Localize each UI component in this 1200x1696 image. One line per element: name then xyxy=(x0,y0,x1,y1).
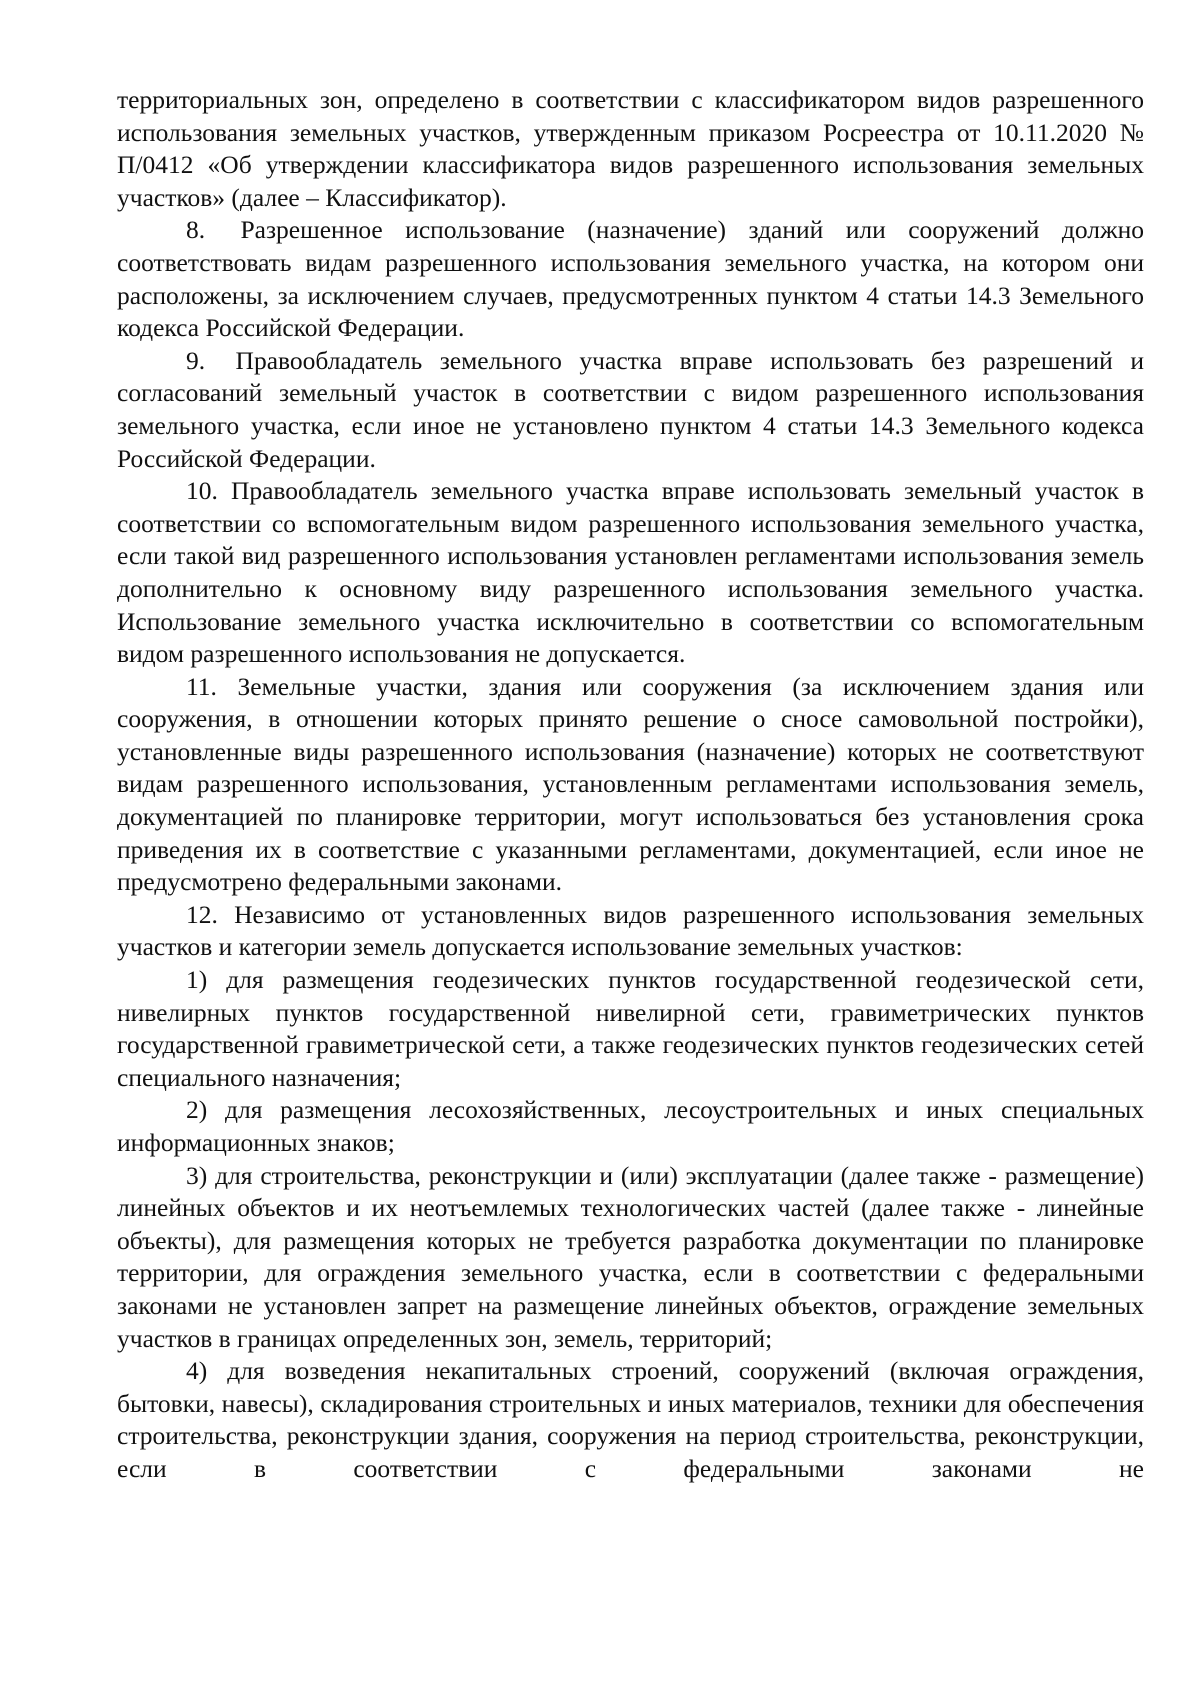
paragraph-text: территориальных зон, определено в соответствии с классификатором видов разрешенного использования земельных участков, утвержденным приказом Росреестра от 10.11.2020 № П/0412 «Об утверждении классификатора видов разрешенного использования земельных участков» (далее – Классификатор). xyxy=(117,85,1144,212)
paragraph-12-item-4 xyxy=(117,1355,1144,1485)
paragraph-number: 11. xyxy=(186,671,217,701)
paragraph-number: 10. xyxy=(186,476,218,506)
paragraph-continuation xyxy=(117,84,1144,214)
paragraph-text: Разрешенное использование (назначение) зданий или сооружений должно соответствовать видам разрешенного использования земельного участка, на котором они расположены, за исключением случаев, предусмотренных пунктом 4 статьи 14.3 Земельного кодекса Российской Федерации. xyxy=(117,215,1144,343)
list-item-text: для строительства, реконструкции и (или) эксплуатации (далее также - размещение) линейных объектов и их неотъемлемых технологических частей (далее также - линейные объекты), для размещения которых не требуется разработка документации по планировке территории, для ограждения земельного участка, если в соответствии с федеральными законами не установлен запрет на размещение линейных объектов, ограждение земельных участков в границах определенных зон, земель, территорий; xyxy=(117,1160,1145,1353)
paragraph-8 xyxy=(117,214,1144,344)
list-item-number: 3) xyxy=(186,1160,208,1190)
list-item-text: для размещения геодезических пунктов государственной геодезической сети, нивелирных пунктов государственной нивелирной сети, гравиметрических пунктов государственной гравиметрической сети, а также геодезических пунктов геодезических сетей специального назначения; xyxy=(117,965,1144,1092)
paragraph-number: 9. xyxy=(186,345,206,375)
paragraph-11 xyxy=(117,671,1144,899)
paragraph-12-item-1 xyxy=(117,964,1144,1094)
paragraph-number: 12. xyxy=(186,899,218,929)
paragraph-10 xyxy=(117,475,1144,671)
list-item-text: для возведения некапитальных строений, сооружений (включая ограждения, бытовки, навесы), складирования строительных и иных материалов, техники для обеспечения строительства, реконструкции здания, сооружения на период строительства, реконструкции, если в соответствии с федеральными законами не xyxy=(117,1356,1145,1483)
list-item-text: для размещения лесохозяйственных, лесоустроительных и иных специальных информационных знаков; xyxy=(117,1095,1144,1157)
paragraph-text: Правообладатель земельного участка вправе использовать земельный участок в соответствии со вспомогательным видом разрешенного использования земельного участка, если такой вид разрешенного использования установлен регламентами использования земель дополнительно к основному виду разрешенного использования земельного участка. Использование земельного участка исключительно в соответствии со вспомогательным видом разрешенного использования не допускается. xyxy=(117,476,1144,669)
list-item-number: 1) xyxy=(186,965,208,995)
paragraph-text: Земельные участки, здания или сооружения (за исключением здания или сооружения, в отношении которых принято решение о сносе самовольной постройки), установленные виды разрешенного использования (назначение) которых не соответствуют видам разрешенного использования, установленным регламентами использования земель, документацией по планировке территории, могут использоваться без установления срока приведения их в соответствие с указанными регламентами, документацией, если иное не предусмотрено федеральными законами. xyxy=(117,671,1144,897)
paragraph-12-item-3 xyxy=(117,1160,1144,1356)
list-item-number: 4) xyxy=(186,1356,208,1386)
paragraph-text: Правообладатель земельного участка вправе использовать без разрешений и согласований земельный участок в соответствии с видом разрешенного использования земельного участка, если иное не установлено пунктом 4 статьи 14.3 Земельного кодекса Российской Федерации. xyxy=(117,345,1144,473)
paragraph-9 xyxy=(117,345,1144,475)
paragraph-12 xyxy=(117,899,1144,964)
list-item-number: 2) xyxy=(186,1095,208,1125)
document-body xyxy=(117,84,1144,1486)
paragraph-number: 8. xyxy=(186,215,206,245)
paragraph-text: Независимо от установленных видов разрешенного использования земельных участков и категории земель допускается использование земельных участков: xyxy=(117,899,1144,962)
paragraph-12-item-2 xyxy=(117,1094,1144,1159)
